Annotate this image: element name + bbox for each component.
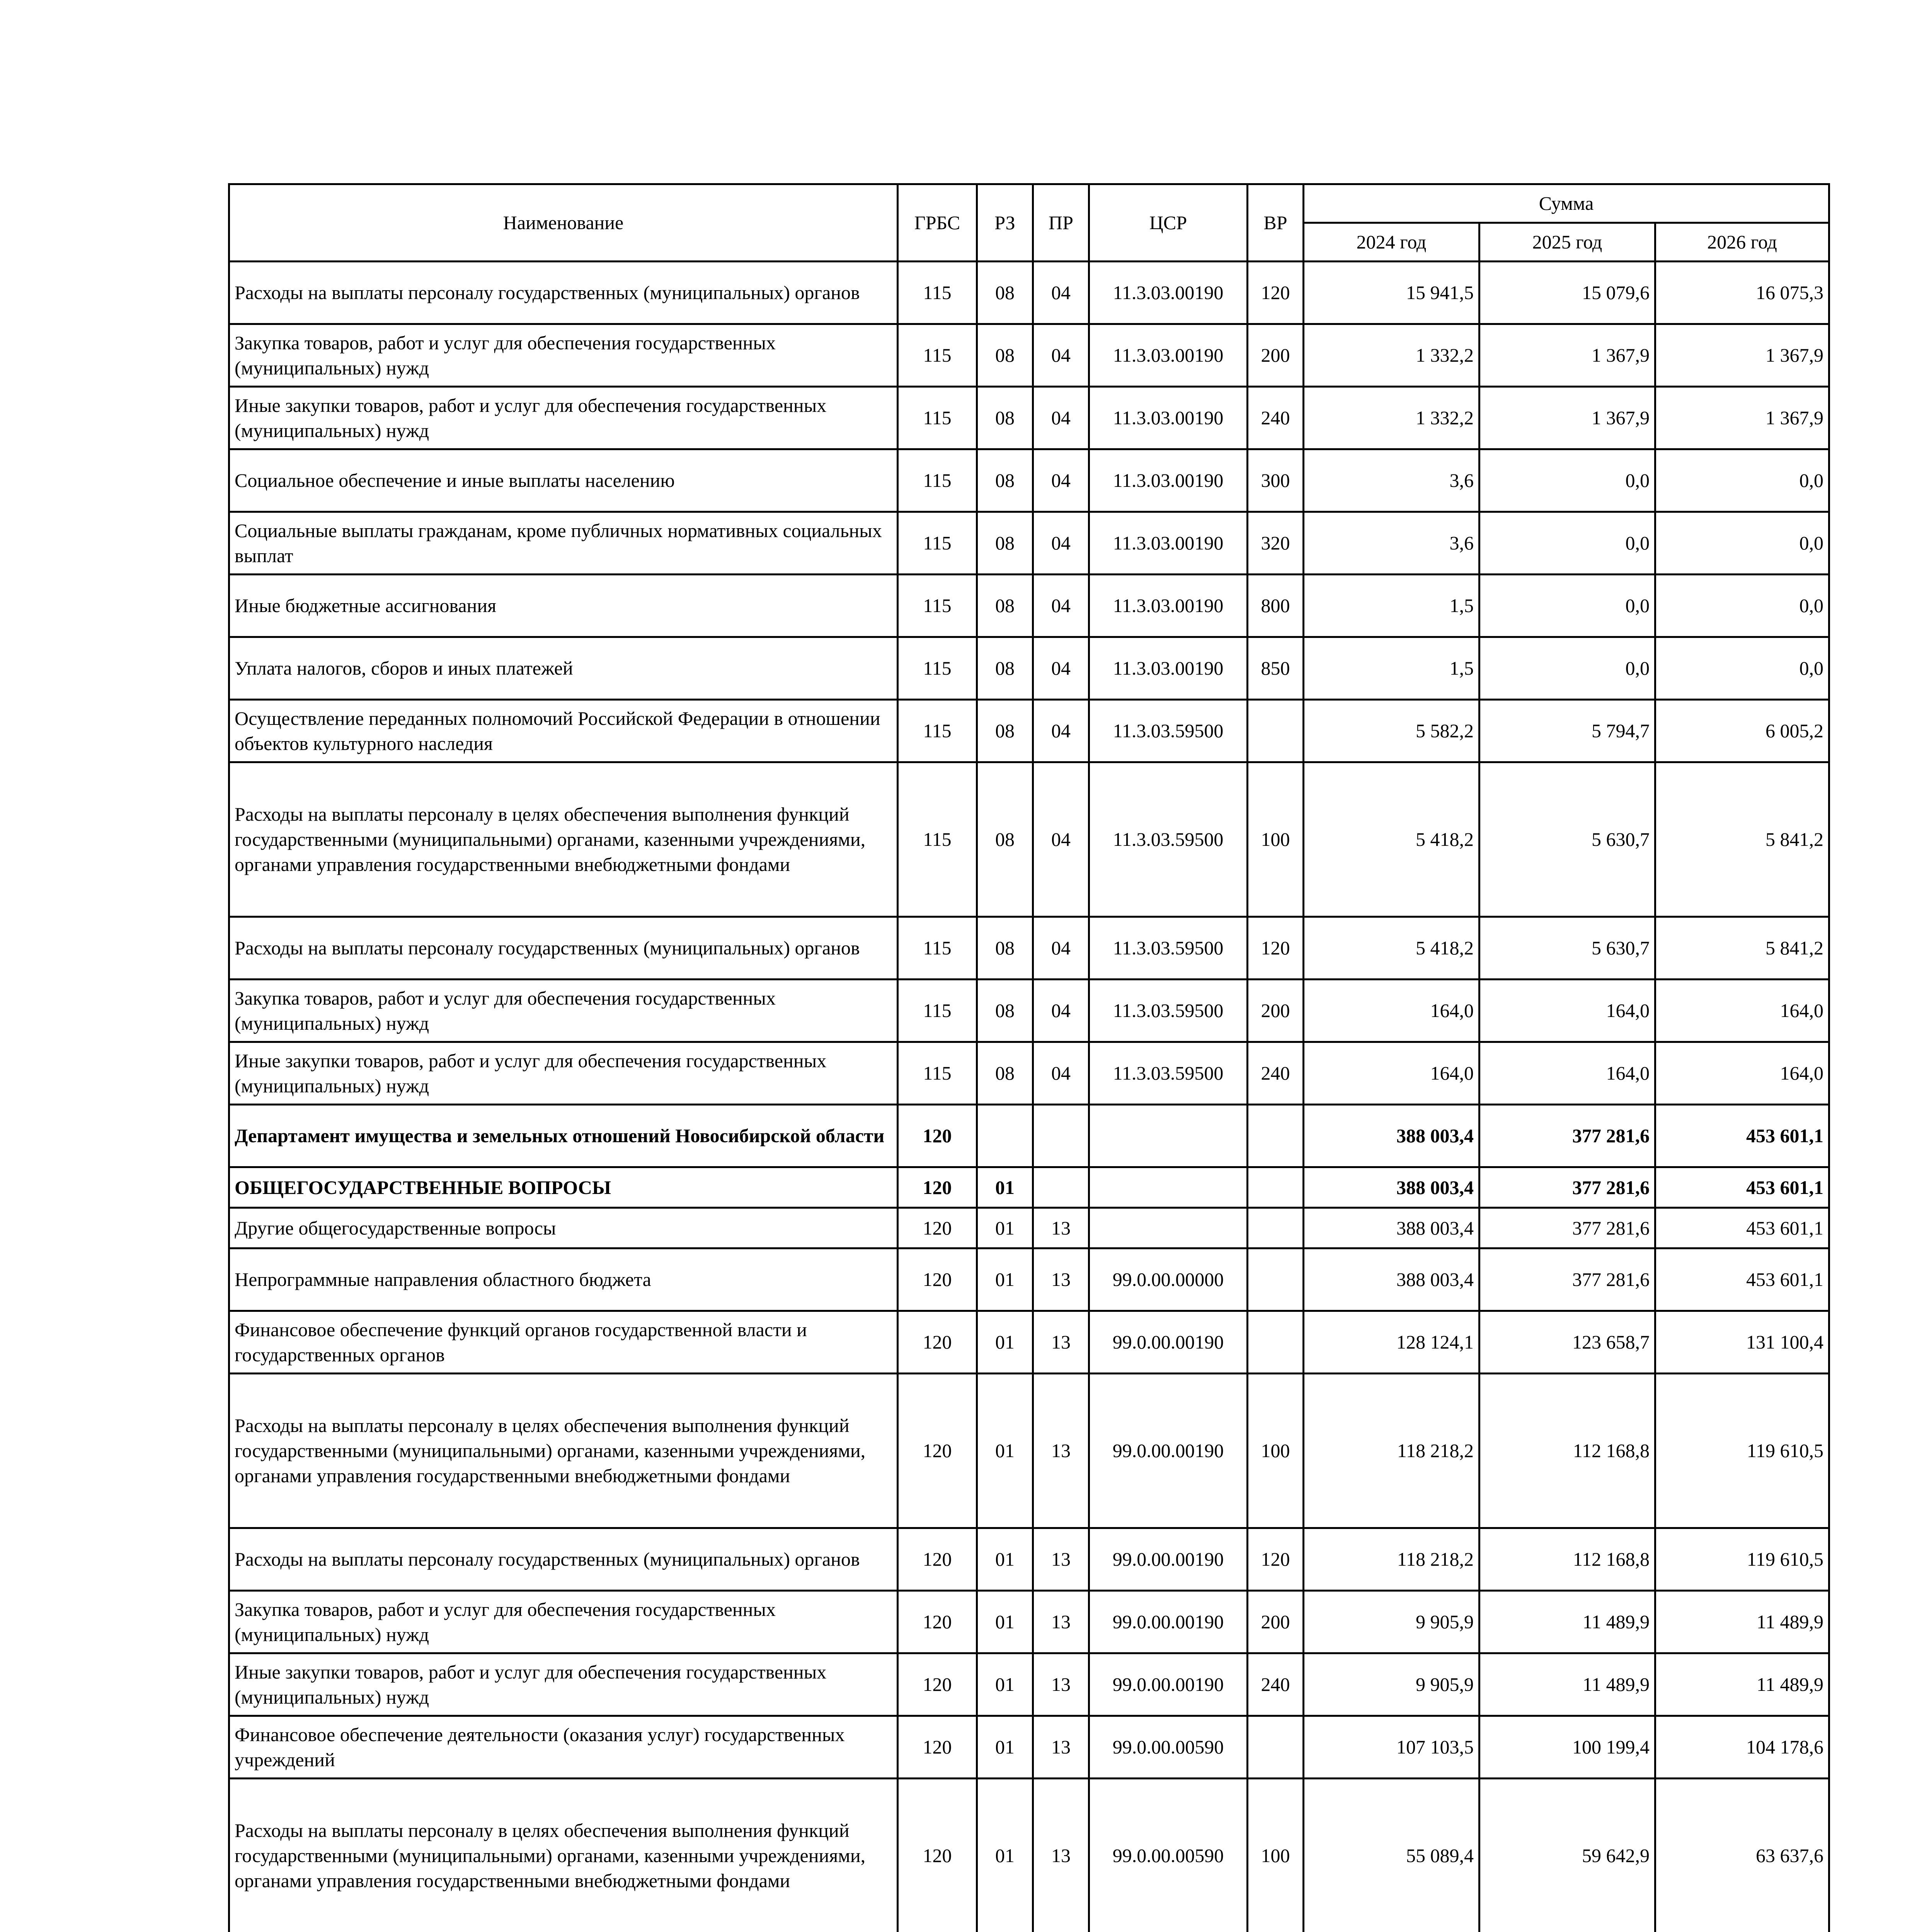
row-csr-cell: 11.3.03.00190 xyxy=(1089,262,1248,324)
row-rz-cell: 08 xyxy=(977,762,1033,917)
row-rz-cell: 08 xyxy=(977,980,1033,1042)
row-amount-2024-cell: 388 003,4 xyxy=(1304,1167,1479,1208)
row-amount-2026-cell: 63 637,6 xyxy=(1655,1779,1829,1932)
row-csr-cell: 11.3.03.00190 xyxy=(1089,575,1248,637)
row-amount-2026-cell: 6 005,2 xyxy=(1655,700,1829,762)
row-name-cell: Расходы на выплаты персоналу государственных (муниципальных) органов xyxy=(229,917,898,980)
row-amount-2024-cell: 164,0 xyxy=(1304,980,1479,1042)
row-amount-2024-cell: 3,6 xyxy=(1304,512,1479,575)
row-amount-2026-cell: 164,0 xyxy=(1655,980,1829,1042)
row-pr-cell: 04 xyxy=(1033,449,1089,512)
row-amount-2026-cell: 119 610,5 xyxy=(1655,1374,1829,1528)
row-vr-cell xyxy=(1248,700,1304,762)
row-amount-2024-cell: 1 332,2 xyxy=(1304,324,1479,387)
row-amount-2024-cell: 5 418,2 xyxy=(1304,917,1479,980)
header-csr: ЦСР xyxy=(1089,184,1248,262)
row-grbs-cell: 120 xyxy=(898,1311,977,1374)
row-vr-cell: 240 xyxy=(1248,387,1304,449)
row-amount-2024-cell: 15 941,5 xyxy=(1304,262,1479,324)
row-pr-cell: 13 xyxy=(1033,1374,1089,1528)
row-amount-2024-cell: 118 218,2 xyxy=(1304,1374,1479,1528)
row-name-cell: Иные закупки товаров, работ и услуг для обеспечения государственных (муниципальных) нужд xyxy=(229,1042,898,1105)
row-amount-2026-cell: 0,0 xyxy=(1655,512,1829,575)
row-csr-cell: 11.3.03.59500 xyxy=(1089,762,1248,917)
header-sum: Сумма xyxy=(1304,184,1829,223)
row-csr-cell: 11.3.03.59500 xyxy=(1089,700,1248,762)
row-amount-2024-cell: 5 582,2 xyxy=(1304,700,1479,762)
row-amount-2025-cell: 377 281,6 xyxy=(1479,1105,1655,1167)
row-rz-cell: 01 xyxy=(977,1591,1033,1653)
row-amount-2025-cell: 377 281,6 xyxy=(1479,1167,1655,1208)
row-rz-cell: 08 xyxy=(977,512,1033,575)
row-pr-cell: 04 xyxy=(1033,324,1089,387)
row-grbs-cell: 115 xyxy=(898,700,977,762)
header-rz: РЗ xyxy=(977,184,1033,262)
row-rz-cell: 01 xyxy=(977,1653,1033,1716)
row-amount-2026-cell: 453 601,1 xyxy=(1655,1167,1829,1208)
row-rz-cell: 01 xyxy=(977,1167,1033,1208)
row-amount-2025-cell: 0,0 xyxy=(1479,449,1655,512)
row-amount-2024-cell: 9 905,9 xyxy=(1304,1653,1479,1716)
row-grbs-cell: 120 xyxy=(898,1248,977,1311)
row-amount-2025-cell: 11 489,9 xyxy=(1479,1591,1655,1653)
row-csr-cell: 99.0.00.00190 xyxy=(1089,1653,1248,1716)
row-csr-cell: 11.3.03.00190 xyxy=(1089,387,1248,449)
row-name-cell: ОБЩЕГОСУДАРСТВЕННЫЕ ВОПРОСЫ xyxy=(229,1167,898,1208)
row-grbs-cell: 115 xyxy=(898,387,977,449)
row-vr-cell: 100 xyxy=(1248,762,1304,917)
row-grbs-cell: 115 xyxy=(898,917,977,980)
table-row xyxy=(229,980,1829,1042)
table-row xyxy=(229,1105,1829,1167)
row-name-cell: Иные закупки товаров, работ и услуг для обеспечения государственных (муниципальных) нужд xyxy=(229,1653,898,1716)
row-name-cell: Расходы на выплаты персоналу государственных (муниципальных) органов xyxy=(229,1528,898,1591)
row-grbs-cell: 115 xyxy=(898,449,977,512)
row-vr-cell: 100 xyxy=(1248,1374,1304,1528)
row-rz-cell xyxy=(977,1105,1033,1167)
row-amount-2025-cell: 0,0 xyxy=(1479,512,1655,575)
row-vr-cell xyxy=(1248,1167,1304,1208)
row-vr-cell: 850 xyxy=(1248,637,1304,700)
row-grbs-cell: 115 xyxy=(898,762,977,917)
row-amount-2024-cell: 388 003,4 xyxy=(1304,1105,1479,1167)
row-csr-cell: 11.3.03.59500 xyxy=(1089,1042,1248,1105)
row-grbs-cell: 120 xyxy=(898,1716,977,1779)
header-grbs: ГРБС xyxy=(898,184,977,262)
row-csr-cell: 11.3.03.00190 xyxy=(1089,324,1248,387)
row-vr-cell xyxy=(1248,1105,1304,1167)
row-pr-cell: 04 xyxy=(1033,512,1089,575)
row-name-cell: Финансовое обеспечение деятельности (оказания услуг) государственных учреждений xyxy=(229,1716,898,1779)
row-amount-2024-cell: 107 103,5 xyxy=(1304,1716,1479,1779)
row-grbs-cell: 115 xyxy=(898,324,977,387)
row-grbs-cell: 115 xyxy=(898,512,977,575)
row-grbs-cell: 120 xyxy=(898,1779,977,1932)
row-amount-2024-cell: 118 218,2 xyxy=(1304,1528,1479,1591)
header-year-2024: 2024 год xyxy=(1304,223,1479,262)
row-vr-cell xyxy=(1248,1208,1304,1248)
table-row xyxy=(229,1716,1829,1779)
row-amount-2025-cell: 1 367,9 xyxy=(1479,387,1655,449)
row-amount-2025-cell: 100 199,4 xyxy=(1479,1716,1655,1779)
row-csr-cell: 11.3.03.59500 xyxy=(1089,980,1248,1042)
row-amount-2024-cell: 5 418,2 xyxy=(1304,762,1479,917)
row-rz-cell: 08 xyxy=(977,449,1033,512)
row-amount-2026-cell: 453 601,1 xyxy=(1655,1105,1829,1167)
row-amount-2025-cell: 377 281,6 xyxy=(1479,1248,1655,1311)
row-pr-cell: 04 xyxy=(1033,575,1089,637)
row-rz-cell: 08 xyxy=(977,324,1033,387)
row-grbs-cell: 115 xyxy=(898,980,977,1042)
row-amount-2026-cell: 131 100,4 xyxy=(1655,1311,1829,1374)
row-amount-2025-cell: 377 281,6 xyxy=(1479,1208,1655,1248)
row-rz-cell: 01 xyxy=(977,1248,1033,1311)
table-row xyxy=(229,1528,1829,1591)
row-amount-2026-cell: 5 841,2 xyxy=(1655,917,1829,980)
table-row xyxy=(229,512,1829,575)
row-amount-2026-cell: 5 841,2 xyxy=(1655,762,1829,917)
row-name-cell: Другие общегосударственные вопросы xyxy=(229,1208,898,1248)
row-amount-2024-cell: 164,0 xyxy=(1304,1042,1479,1105)
row-name-cell: Расходы на выплаты персоналу в целях обеспечения выполнения функций государственными (муниципальными) органами, казенными учреждениями, органами управления государственными внебюджетными фондами xyxy=(229,762,898,917)
row-rz-cell: 08 xyxy=(977,575,1033,637)
row-csr-cell: 99.0.00.00190 xyxy=(1089,1528,1248,1591)
row-name-cell: Непрограммные направления областного бюджета xyxy=(229,1248,898,1311)
row-rz-cell: 01 xyxy=(977,1528,1033,1591)
row-name-cell: Уплата налогов, сборов и иных платежей xyxy=(229,637,898,700)
row-rz-cell: 01 xyxy=(977,1374,1033,1528)
table-row xyxy=(229,324,1829,387)
row-amount-2025-cell: 0,0 xyxy=(1479,637,1655,700)
row-vr-cell: 200 xyxy=(1248,324,1304,387)
row-vr-cell xyxy=(1248,1716,1304,1779)
table-row xyxy=(229,1591,1829,1653)
row-grbs-cell: 120 xyxy=(898,1167,977,1208)
row-amount-2025-cell: 5 630,7 xyxy=(1479,917,1655,980)
row-vr-cell xyxy=(1248,1311,1304,1374)
row-pr-cell xyxy=(1033,1105,1089,1167)
row-name-cell: Закупка товаров, работ и услуг для обеспечения государственных (муниципальных) нужд xyxy=(229,980,898,1042)
header-year-2026: 2026 год xyxy=(1655,223,1829,262)
row-pr-cell: 04 xyxy=(1033,387,1089,449)
row-amount-2025-cell: 112 168,8 xyxy=(1479,1374,1655,1528)
row-amount-2025-cell: 5 794,7 xyxy=(1479,700,1655,762)
row-pr-cell: 13 xyxy=(1033,1716,1089,1779)
row-amount-2024-cell: 9 905,9 xyxy=(1304,1591,1479,1653)
row-vr-cell: 200 xyxy=(1248,980,1304,1042)
table-row xyxy=(229,575,1829,637)
row-amount-2024-cell: 128 124,1 xyxy=(1304,1311,1479,1374)
table-row xyxy=(229,917,1829,980)
table-row xyxy=(229,262,1829,324)
header-name: Наименование xyxy=(229,184,898,262)
row-name-cell: Социальное обеспечение и иные выплаты населению xyxy=(229,449,898,512)
row-amount-2026-cell: 453 601,1 xyxy=(1655,1208,1829,1248)
table-row xyxy=(229,387,1829,449)
table-row xyxy=(229,1311,1829,1374)
table-row xyxy=(229,1042,1829,1105)
row-csr-cell: 99.0.00.00190 xyxy=(1089,1374,1248,1528)
row-pr-cell: 13 xyxy=(1033,1248,1089,1311)
row-grbs-cell: 115 xyxy=(898,637,977,700)
row-amount-2025-cell: 112 168,8 xyxy=(1479,1528,1655,1591)
row-name-cell: Осуществление переданных полномочий Российской Федерации в отношении объектов культурного наследия xyxy=(229,700,898,762)
row-vr-cell: 100 xyxy=(1248,1779,1304,1932)
row-grbs-cell: 120 xyxy=(898,1653,977,1716)
row-grbs-cell: 120 xyxy=(898,1591,977,1653)
row-vr-cell: 240 xyxy=(1248,1042,1304,1105)
table-row xyxy=(229,637,1829,700)
header-vr: ВР xyxy=(1248,184,1304,262)
row-pr-cell: 13 xyxy=(1033,1208,1089,1248)
table-body xyxy=(229,262,1829,1932)
row-amount-2025-cell: 0,0 xyxy=(1479,575,1655,637)
row-amount-2026-cell: 0,0 xyxy=(1655,449,1829,512)
table-row xyxy=(229,700,1829,762)
row-amount-2024-cell: 1,5 xyxy=(1304,575,1479,637)
row-vr-cell: 120 xyxy=(1248,917,1304,980)
row-pr-cell: 13 xyxy=(1033,1779,1089,1932)
row-vr-cell: 300 xyxy=(1248,449,1304,512)
row-amount-2026-cell: 1 367,9 xyxy=(1655,324,1829,387)
row-grbs-cell: 115 xyxy=(898,575,977,637)
row-amount-2024-cell: 388 003,4 xyxy=(1304,1248,1479,1311)
row-amount-2026-cell: 164,0 xyxy=(1655,1042,1829,1105)
row-name-cell: Закупка товаров, работ и услуг для обеспечения государственных (муниципальных) нужд xyxy=(229,324,898,387)
header-year-2025: 2025 год xyxy=(1479,223,1655,262)
row-csr-cell: 99.0.00.00000 xyxy=(1089,1248,1248,1311)
table-row xyxy=(229,1653,1829,1716)
row-grbs-cell: 120 xyxy=(898,1528,977,1591)
row-amount-2026-cell: 453 601,1 xyxy=(1655,1248,1829,1311)
row-grbs-cell: 115 xyxy=(898,1042,977,1105)
row-rz-cell: 08 xyxy=(977,1042,1033,1105)
row-amount-2024-cell: 1,5 xyxy=(1304,637,1479,700)
row-amount-2026-cell: 0,0 xyxy=(1655,637,1829,700)
row-amount-2025-cell: 164,0 xyxy=(1479,980,1655,1042)
row-csr-cell: 11.3.03.00190 xyxy=(1089,637,1248,700)
row-csr-cell: 99.0.00.00190 xyxy=(1089,1311,1248,1374)
row-vr-cell xyxy=(1248,1248,1304,1311)
table-row xyxy=(229,1374,1829,1528)
row-pr-cell: 13 xyxy=(1033,1591,1089,1653)
table-row xyxy=(229,1167,1829,1208)
row-csr-cell: 11.3.03.59500 xyxy=(1089,917,1248,980)
row-rz-cell: 08 xyxy=(977,637,1033,700)
row-grbs-cell: 115 xyxy=(898,262,977,324)
row-rz-cell: 08 xyxy=(977,917,1033,980)
row-rz-cell: 08 xyxy=(977,700,1033,762)
row-amount-2025-cell: 123 658,7 xyxy=(1479,1311,1655,1374)
row-pr-cell: 04 xyxy=(1033,262,1089,324)
row-rz-cell: 01 xyxy=(977,1779,1033,1932)
row-amount-2025-cell: 1 367,9 xyxy=(1479,324,1655,387)
row-name-cell: Иные бюджетные ассигнования xyxy=(229,575,898,637)
row-amount-2024-cell: 55 089,4 xyxy=(1304,1779,1479,1932)
row-rz-cell: 01 xyxy=(977,1208,1033,1248)
row-amount-2026-cell: 16 075,3 xyxy=(1655,262,1829,324)
row-rz-cell: 01 xyxy=(977,1716,1033,1779)
table-row xyxy=(229,762,1829,917)
row-csr-cell: 99.0.00.00590 xyxy=(1089,1716,1248,1779)
row-pr-cell: 13 xyxy=(1033,1653,1089,1716)
row-amount-2025-cell: 5 630,7 xyxy=(1479,762,1655,917)
row-csr-cell: 99.0.00.00590 xyxy=(1089,1779,1248,1932)
row-grbs-cell: 120 xyxy=(898,1105,977,1167)
row-pr-cell: 04 xyxy=(1033,700,1089,762)
budget-table xyxy=(228,183,1830,1932)
table-row xyxy=(229,1248,1829,1311)
row-name-cell: Социальные выплаты гражданам, кроме публичных нормативных социальных выплат xyxy=(229,512,898,575)
row-amount-2026-cell: 119 610,5 xyxy=(1655,1528,1829,1591)
row-amount-2026-cell: 104 178,6 xyxy=(1655,1716,1829,1779)
row-pr-cell: 04 xyxy=(1033,637,1089,700)
row-csr-cell xyxy=(1089,1208,1248,1248)
row-vr-cell: 320 xyxy=(1248,512,1304,575)
row-vr-cell: 120 xyxy=(1248,262,1304,324)
row-pr-cell: 13 xyxy=(1033,1311,1089,1374)
row-amount-2025-cell: 164,0 xyxy=(1479,1042,1655,1105)
row-vr-cell: 240 xyxy=(1248,1653,1304,1716)
row-name-cell: Департамент имущества и земельных отношений Новосибирской области xyxy=(229,1105,898,1167)
row-name-cell: Закупка товаров, работ и услуг для обеспечения государственных (муниципальных) нужд xyxy=(229,1591,898,1653)
row-pr-cell: 04 xyxy=(1033,762,1089,917)
row-rz-cell: 08 xyxy=(977,387,1033,449)
row-amount-2024-cell: 1 332,2 xyxy=(1304,387,1479,449)
row-amount-2026-cell: 0,0 xyxy=(1655,575,1829,637)
row-pr-cell: 04 xyxy=(1033,917,1089,980)
row-pr-cell: 04 xyxy=(1033,1042,1089,1105)
row-rz-cell: 01 xyxy=(977,1311,1033,1374)
header-pr: ПР xyxy=(1033,184,1089,262)
row-amount-2026-cell: 11 489,9 xyxy=(1655,1653,1829,1716)
row-pr-cell xyxy=(1033,1167,1089,1208)
table-row xyxy=(229,1208,1829,1248)
row-name-cell: Расходы на выплаты персоналу в целях обеспечения выполнения функций государственными (муниципальными) органами, казенными учреждениями, органами управления государственными внебюджетными фондами xyxy=(229,1779,898,1932)
row-csr-cell: 99.0.00.00190 xyxy=(1089,1591,1248,1653)
row-grbs-cell: 120 xyxy=(898,1208,977,1248)
row-pr-cell: 13 xyxy=(1033,1528,1089,1591)
row-amount-2025-cell: 11 489,9 xyxy=(1479,1653,1655,1716)
row-csr-cell: 11.3.03.00190 xyxy=(1089,512,1248,575)
row-name-cell: Расходы на выплаты персоналу государственных (муниципальных) органов xyxy=(229,262,898,324)
row-csr-cell xyxy=(1089,1167,1248,1208)
row-pr-cell: 04 xyxy=(1033,980,1089,1042)
row-csr-cell xyxy=(1089,1105,1248,1167)
table-row xyxy=(229,1779,1829,1932)
row-amount-2026-cell: 1 367,9 xyxy=(1655,387,1829,449)
row-vr-cell: 120 xyxy=(1248,1528,1304,1591)
row-amount-2025-cell: 59 642,9 xyxy=(1479,1779,1655,1932)
row-name-cell: Расходы на выплаты персоналу в целях обеспечения выполнения функций государственными (муниципальными) органами, казенными учреждениями, органами управления государственными внебюджетными фондами xyxy=(229,1374,898,1528)
row-rz-cell: 08 xyxy=(977,262,1033,324)
row-name-cell: Иные закупки товаров, работ и услуг для обеспечения государственных (муниципальных) нужд xyxy=(229,387,898,449)
row-amount-2025-cell: 15 079,6 xyxy=(1479,262,1655,324)
row-grbs-cell: 120 xyxy=(898,1374,977,1528)
row-amount-2026-cell: 11 489,9 xyxy=(1655,1591,1829,1653)
row-csr-cell: 11.3.03.00190 xyxy=(1089,449,1248,512)
row-vr-cell: 200 xyxy=(1248,1591,1304,1653)
row-amount-2024-cell: 3,6 xyxy=(1304,449,1479,512)
row-vr-cell: 800 xyxy=(1248,575,1304,637)
row-amount-2024-cell: 388 003,4 xyxy=(1304,1208,1479,1248)
table-row xyxy=(229,449,1829,512)
row-name-cell: Финансовое обеспечение функций органов государственной власти и государственных органов xyxy=(229,1311,898,1374)
